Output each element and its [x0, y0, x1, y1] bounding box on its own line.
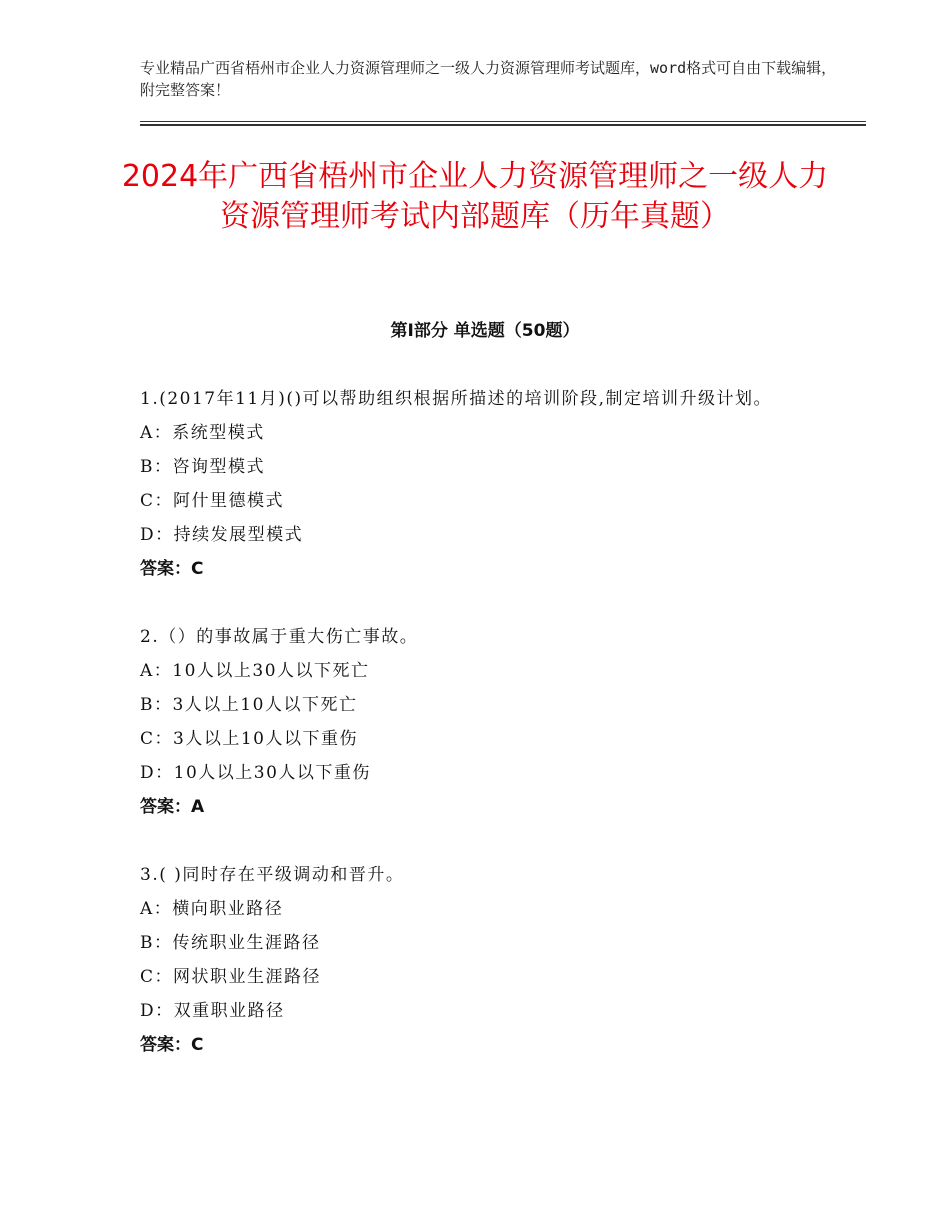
question-2: [140, 620, 820, 824]
question-list: [140, 382, 820, 1096]
option-c: C：3人以上10人以下重伤: [140, 729, 358, 749]
header-rule-thin: [140, 121, 866, 122]
question-3: [140, 858, 820, 1062]
option-a: A：系统型模式: [140, 423, 265, 443]
header-note: 专业精品广西省梧州市企业人力资源管理师之一级人力资源管理师考试题库，word格式可自由下载编辑，附完整答案！: [140, 59, 837, 99]
option-b: B：咨询型模式: [140, 457, 265, 477]
option-c: C：阿什里德模式: [140, 491, 285, 511]
answer: 答案：A: [140, 797, 205, 817]
question-stem: 3.( )同时存在平级调动和晋升。: [140, 865, 405, 885]
option-d: D：10人以上30人以下重伤: [140, 763, 371, 783]
option-d: D：双重职业路径: [140, 1001, 285, 1021]
answer: 答案：C: [140, 559, 204, 579]
option-a: A：横向职业路径: [140, 899, 284, 919]
option-c: C：网状职业生涯路径: [140, 967, 322, 987]
document-title: 2024年广西省梧州市企业人力资源管理师之一级人力资源管理师考试内部题库（历年真题）: [121, 159, 829, 234]
question-stem: 1.(2017年11月)()可以帮助组织根据所描述的培训阶段,制定培训升级计划。: [140, 389, 773, 409]
option-b: B：3人以上10人以下死亡: [140, 695, 358, 715]
section-title: 第Ⅰ部分 单选题（50题）: [390, 321, 580, 341]
answer: 答案：C: [140, 1035, 204, 1055]
question-1: [140, 382, 820, 586]
option-a: A：10人以上30人以下死亡: [140, 661, 370, 681]
option-b: B：传统职业生涯路径: [140, 933, 321, 953]
question-stem: 2.（）的事故属于重大伤亡事故。: [140, 627, 419, 647]
option-d: D：持续发展型模式: [140, 525, 304, 545]
header-rule-thick: [140, 124, 866, 126]
